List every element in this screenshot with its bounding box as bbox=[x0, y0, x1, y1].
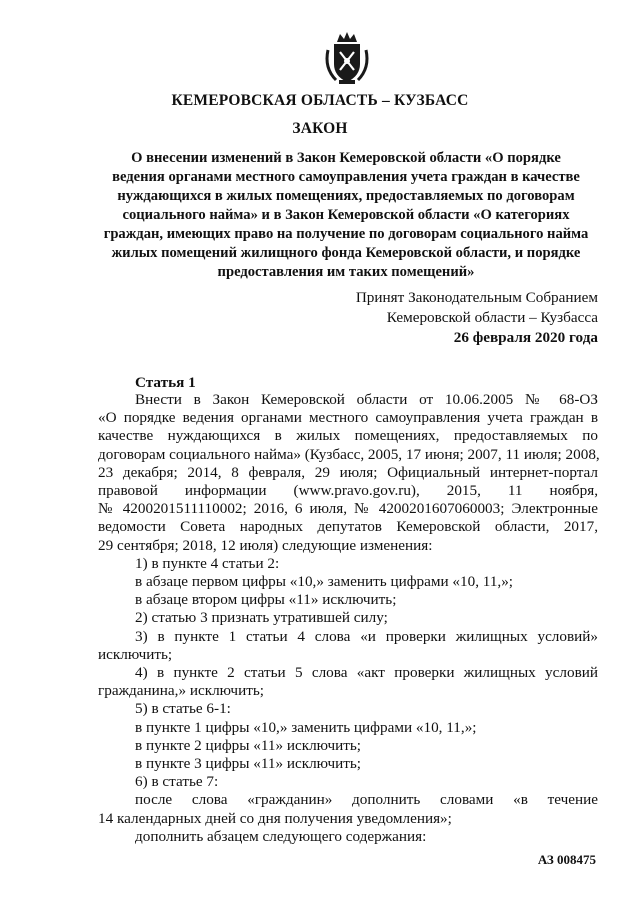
body-line: исключить; bbox=[98, 645, 173, 663]
body-line: 5) в статье 6-1: bbox=[135, 700, 231, 718]
title-line: социального найма» и в Закон Кемеровской области «О категориях bbox=[122, 207, 570, 223]
body-line: качестве нуждающихся в жилых помещениях, предоставляемых по bbox=[98, 427, 598, 445]
adoption-date: 26 февраля 2020 года bbox=[453, 329, 598, 346]
body-line: 4) в пункте 2 статьи 5 слова «акт проверки жилищных условий bbox=[135, 664, 598, 682]
body-line: «О порядке ведения органами местного самоуправления учета граждан в bbox=[98, 409, 598, 427]
title-line: нуждающихся в жилых помещениях, предоставляемых по договорам bbox=[117, 188, 575, 204]
body-line: в пункте 3 цифры «11» исключить; bbox=[135, 755, 362, 773]
title-line: предоставления им таких помещений» bbox=[217, 264, 475, 280]
body-line: 3) в пункте 1 статьи 4 слова «и проверки жилищных условий» bbox=[135, 627, 598, 645]
body-line: в пункте 1 цифры «10,» заменить цифрами «10, 11,»; bbox=[135, 718, 477, 736]
body-line: 23 декабря; 2014, 8 февраля, 29 июля; Официальный интернет-портал bbox=[98, 463, 598, 481]
body-line: в пункте 2 цифры «11» исключить; bbox=[135, 736, 362, 754]
article-body bbox=[98, 391, 598, 846]
body-line: дополнить абзацем следующего содержания: bbox=[135, 827, 427, 845]
body-line: правовой информации (www.pravo.gov.ru), 2015, 11 ноября, bbox=[98, 482, 598, 500]
body-line: Внести в Закон Кемеровской области от 10.06.2005 № 68-ОЗ bbox=[135, 391, 598, 408]
body-line: после слова «гражданин» дополнить словами «в течение bbox=[135, 791, 598, 809]
title-line: ведения органами местного самоуправления учета граждан в качестве bbox=[112, 169, 580, 185]
article-heading: Статья 1 bbox=[135, 374, 196, 391]
body-line: 14 календарных дней со дня получения уведомления»; bbox=[98, 809, 452, 827]
title-line: жилых помещений жилищного фонда Кемеровской области, и порядке bbox=[111, 245, 581, 261]
adoption-line: Принят Законодательным Собранием bbox=[355, 289, 598, 306]
title-line: О внесении изменений в Закон Кемеровской области «О порядке bbox=[131, 150, 561, 166]
law-title bbox=[96, 149, 596, 282]
body-line: гражданина,» исключить; bbox=[98, 682, 264, 700]
body-line: № 4200201511110002; 2016, 6 июля, № 4200201607060003; Электронные bbox=[98, 500, 598, 518]
body-line: 29 сентября; 2018, 12 июля) следующие изменения: bbox=[98, 536, 433, 554]
adoption-info bbox=[356, 288, 598, 348]
region-name: КЕМЕРОВСКАЯ ОБЛАСТЬ – КУЗБАСС bbox=[171, 92, 469, 109]
form-serial-number: АЗ 008475 bbox=[537, 852, 596, 867]
title-line: граждан, имеющих право на получение по договорам социального найма bbox=[103, 226, 589, 242]
body-line: ведомости Совета народных депутатов Кемеровской области, 2017, bbox=[98, 518, 598, 536]
body-line: договорам социального найма» (Кузбасс, 2005, 17 июня; 2007, 11 июля; 2008, bbox=[98, 445, 600, 463]
document-type: ЗАКОН bbox=[292, 120, 348, 137]
adoption-line: Кемеровской области – Кузбасса bbox=[386, 309, 598, 326]
body-line: 6) в статье 7: bbox=[135, 773, 219, 791]
body-line: 1) в пункте 4 статьи 2: bbox=[135, 554, 280, 572]
coat-of-arms-icon bbox=[322, 30, 372, 86]
body-line: в абзаце втором цифры «11» исключить; bbox=[135, 591, 397, 609]
body-line: 2) статью 3 признать утратившей силу; bbox=[135, 609, 388, 627]
body-line: в абзаце первом цифры «10,» заменить цифрами «10, 11,»; bbox=[135, 573, 514, 591]
